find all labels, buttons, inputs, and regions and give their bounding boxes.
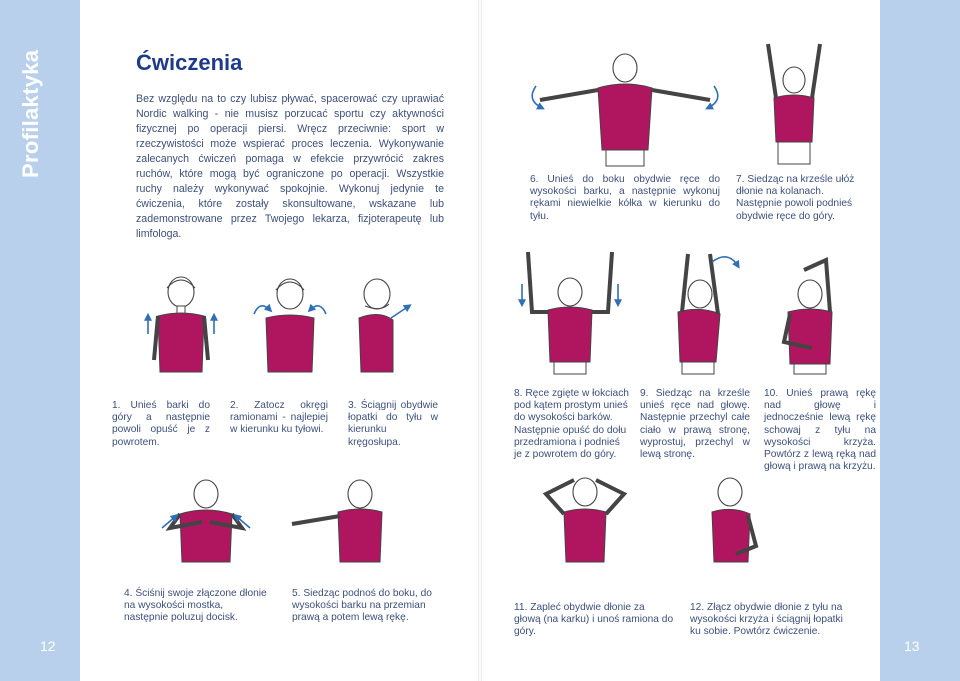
caption-exercise-8: 8. Ręce zgięte w łokciach pod kątem prostym unieś do wysokości barków. Następnie opuść do dołu przedramiona i podnieś je z powrotem do góry. (514, 388, 629, 461)
side-title: Profilaktyka (18, 49, 43, 178)
exercise-3-figure (345, 272, 415, 376)
exercise-8-figure (514, 244, 626, 376)
caption-exercise-9: 9. Siedząc na krześle unieś ręce nad głowę. Następnie przechyl całe ciało w prawą stronę, wyprostuj, przechyl w lewą stronę. (640, 388, 750, 461)
exercise-6-figure (530, 46, 720, 168)
caption-exercise-3: 3. Ściągnij obydwie łopatki do tyłu w kierunku kręgosłupa. (348, 400, 438, 448)
caption-exercise-5: 5. Siedząc podnoś do boku, do wysokości barku na przemian prawą a potem lewą rękę. (292, 588, 432, 624)
caption-exercise-4: 4. Ściśnij swoje złączone dłonie na wysokości mostka, następnie poluzuj docisk. (124, 588, 267, 624)
exercise-2-figure (250, 270, 330, 376)
intro-text: Bez względu na to czy lubisz pływać, spacerować czy uprawiać Nordic walking - nie musisz porzucać sportu czy aktywności fizycznej po operacji piersi. Wręcz przeciwnie: sport w rzeczywistości może wspierać proces leczenia. Wykonywanie zalecanych ćwiczeń pomaga w efekcie przywrócić zakres ruchów, które mogą być ograniczone po operacji. Wszystkie ruchy należy wykonywać spokojnie. Wykonuj jedynie te ćwiczenia, które zostały skonsultowane, wskazane lub zademonstrowane przez Twojego lekarza, fizjoterapeutę lub limfologa. (136, 93, 444, 240)
right-side-band (880, 0, 960, 681)
exercise-9-figure (648, 244, 744, 376)
page-spine (478, 0, 482, 681)
caption-exercise-2: 2. Zatocz okręgi ramionami - najlepiej w kierunku ku tyłowi. (230, 400, 328, 436)
exercise-5-figure (292, 478, 392, 564)
caption-exercise-7: 7. Siedząc na krześle ułóż dłonie na kolanach. Następnie powoli podnieś obydwie ręce do góry. (736, 174, 855, 222)
exercise-11-figure (540, 470, 630, 564)
caption-exercise-11: 11. Zapleć obydwie dłonie za głową (na karku) i unoś ramiona do góry. (514, 602, 674, 638)
page-number-left: 12 (40, 638, 56, 654)
page-number-right: 13 (904, 638, 920, 654)
exercise-1-figure (140, 268, 222, 376)
page-heading: Ćwiczenia (136, 50, 243, 75)
exercise-7-figure (758, 38, 830, 168)
caption-exercise-1: 1. Unieś barki do góry a następnie powoli opuść je z powrotem. (112, 400, 210, 448)
caption-exercise-12: 12. Złącz obydwie dłonie z tyłu na wysokości krzyża i ściągnij łopatki ku sobie. Powtórz ćwiczenie. (690, 602, 843, 638)
exercise-12-figure (700, 470, 762, 564)
exercise-10-figure (768, 250, 854, 376)
caption-exercise-10: 10. Unieś prawą rękę nad głowę i jednocześnie lewą rękę schowaj z tyłu na wysokości krzyża. Powtórz z lewą ręką nad głową i prawą na krzyżu. (764, 388, 876, 473)
exercise-4-figure (160, 478, 252, 564)
caption-exercise-6: 6. Unieś do boku obydwie ręce do wysokości barku, a następnie wykonuj rękami niewielkie kółka w kierunku do tyłu. (530, 174, 720, 222)
